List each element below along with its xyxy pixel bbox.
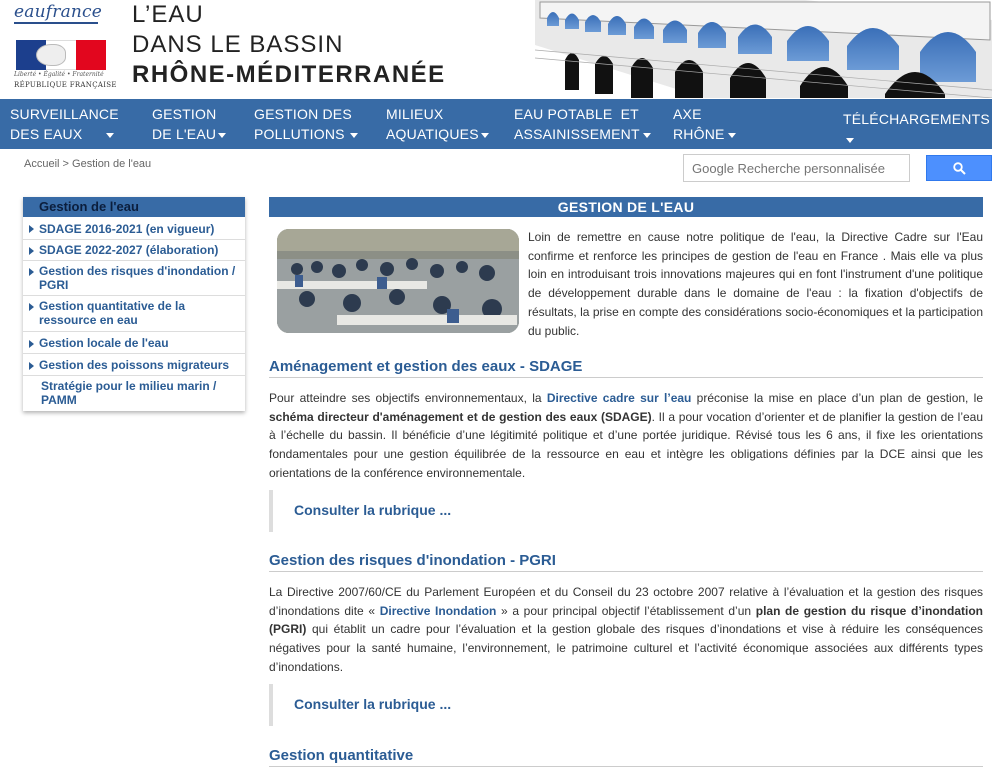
sidebar-item-sdage-2022-2027[interactable] [23,240,245,261]
text: préconise la mise en place d’un plan de gestion, le [691,391,983,405]
caret-down-icon [218,133,226,138]
site-title[interactable] [132,0,446,90]
directive-cadre-link[interactable]: Directive cadre sur l’eau [546,391,692,405]
text: . Il a pour vocation d’orienter et de planifier la gestion de l’eau à l’échelle du bassin. Il bénéficie d’une légitimité politique et d’une portée juridique. Révisé tous les 6 ans, il fixe les orientations fondamentales pour une gestion équilibrée de la ressource en eau et intègre les obligations définies par la DCE ainsi que les orientations de la conférence environnementale. [269,409,984,480]
bold-text: plan de gestion du risque d’inondation (PGRI) [269,603,983,637]
caret-down-icon [846,138,854,143]
arrow-right-icon [29,303,34,311]
arrow-right-icon [29,247,34,255]
caret-down-icon [106,133,114,138]
nav-label-line2: AQUATIQUES [386,126,479,142]
nav-label-line1: TÉLÉCHARGEMENTS [843,111,990,127]
arrow-right-icon [29,362,34,370]
search-button[interactable] [926,155,992,181]
nav-gestion-de-l-eau[interactable] [152,104,226,144]
nav-label-line2: RHÔNE [673,126,725,142]
republique-francaise: RÉPUBLIQUE FRANÇAISE [14,81,117,89]
consult-rubrique-link[interactable]: Consulter la rubrique ... [294,696,452,712]
nav-label-line1: AXE [673,106,702,122]
search-icon [953,162,966,175]
text: La Directive 2007/60/CE du Parlement Européen et du Conseil du 23 octobre 2007 relative à l’évaluation et la gestion des risques d’inondations dite « [269,585,983,618]
consult-box-sdage [269,490,987,532]
sidebar-item-sdage-2016-2021[interactable] [23,218,245,240]
search-input[interactable] [683,154,910,182]
nav-milieux-aquatiques[interactable] [386,104,489,144]
sidebar-item-label: SDAGE 2016-2021 (en vigueur) [39,222,215,236]
marianne-logo [16,40,106,70]
text: » a pour principal objectif l’établissement d’un [496,603,756,618]
caret-down-icon [350,133,358,138]
nav-telechargements[interactable] [843,109,992,149]
nav-label-line1: GESTION [152,106,217,122]
sidebar-item-label: SDAGE 2022-2027 (élaboration) [39,243,219,257]
sidebar-item-label: Stratégie pour le milieu marin / PAMM [41,379,217,407]
intro-paragraph: Loin de remettre en cause notre politique de l'eau, la Directive Cadre sur l'Eau confirme et renforce les principes de gestion de l'eau en France . Mais elle va plus loin en introduisant trois innovations majeures qui en font l'instrument d'une politique de développement durable dans le domaine de l'eau : la fixation d'objectifs de résultats, la prise en compte des considérations socio-économiques et la participation du public. [528,230,983,338]
section-title-pgri[interactable]: Gestion des risques d'inondation - PGRI [269,552,983,572]
breadcrumb-current: Gestion de l'eau [72,158,152,170]
sidebar-item-label: Gestion quantitative de la ressource en eau [39,299,186,327]
directive-inondation-link[interactable]: Directive Inondation [379,603,497,618]
nav-axe-rhone[interactable] [673,104,736,144]
sidebar-title: Gestion de l'eau [23,197,245,217]
consult-rubrique-link[interactable]: Consulter la rubrique ... [294,502,452,518]
caret-down-icon [643,133,651,138]
bold-text: schéma directeur d'aménagement et de gestion des eaux (SDAGE) [269,409,652,424]
nav-label-line1: SURVEILLANCE [10,106,119,122]
meeting-photo [277,229,519,333]
eaufrance-underline [14,22,98,24]
nav-gestion-des-pollutions[interactable] [254,104,358,144]
section-text-sdage [269,389,983,483]
sidebar-item-poissons-migrateurs[interactable] [23,354,245,376]
text: Pour atteindre ses objectifs environnementaux, la [269,391,547,405]
section-title-gestion-quantitative[interactable]: Gestion quantitative [269,747,983,767]
consult-box-pgri [269,684,987,726]
nav-label-line1: MILIEUX [386,106,444,122]
nav-eau-potable-assainissement[interactable] [514,104,651,144]
sidebar-item-label: Gestion locale de l'eau [39,336,169,350]
page-title: GESTION DE L'EAU [269,197,983,217]
breadcrumb [24,158,151,170]
text: qui établit un cadre pour l’évaluation et la gestion globale des risques d’inondations et vise à réduire les conséquences négatives pour la santé humaine, l’environnement, le patrimoine culturel et l’activité économique associées aux différents types d’inondations. [269,622,983,674]
sidebar-menu [23,197,245,411]
eaufrance-wordmark: eaufrance [14,2,103,22]
republic-motto: Liberté • Égalité • Fraternité [14,71,104,78]
caret-down-icon [481,133,489,138]
nav-label-line1: GESTION DES [254,106,352,122]
sidebar-item-strategie-milieu-marin[interactable] [23,376,245,411]
sidebar-item-label: Gestion des poissons migrateurs [39,358,230,372]
nav-label-line1: EAU POTABLE ET [514,106,639,122]
arrow-right-icon [29,225,34,233]
arrow-right-icon [29,268,34,276]
sidebar-item-label: Gestion des risques d'inondation / PGRI [39,264,236,292]
breadcrumb-home-link[interactable]: Accueil [24,158,60,170]
arrow-right-icon [29,340,34,348]
section-title-sdage[interactable]: Aménagement et gestion des eaux - SDAGE [269,358,983,378]
site-title-line2: DANS LE BASSIN [132,31,344,58]
nav-label-line2: POLLUTIONS [254,126,345,142]
breadcrumb-separator: > [59,158,73,170]
nav-label-line2: DE L'EAU [152,126,217,142]
eaufrance-logo[interactable] [8,0,117,96]
section-text-pgri [269,583,983,677]
sidebar-item-pgri[interactable] [23,261,245,296]
site-title-line1: L’EAU [132,1,204,28]
sidebar-item-gestion-locale[interactable] [23,332,245,354]
site-header [0,0,992,98]
nav-surveillance-des-eaux[interactable] [10,104,119,144]
aqueduct-banner-image [535,0,992,98]
caret-down-icon [728,133,736,138]
sidebar-item-gestion-quantitative[interactable] [23,296,245,332]
nav-label-line2: DES EAUX [10,126,83,142]
nav-label-line2: ASSAINISSEMENT [514,126,640,142]
main-navigation [0,99,992,149]
site-title-line3: RHÔNE-MÉDITERRANÉE [132,61,446,88]
